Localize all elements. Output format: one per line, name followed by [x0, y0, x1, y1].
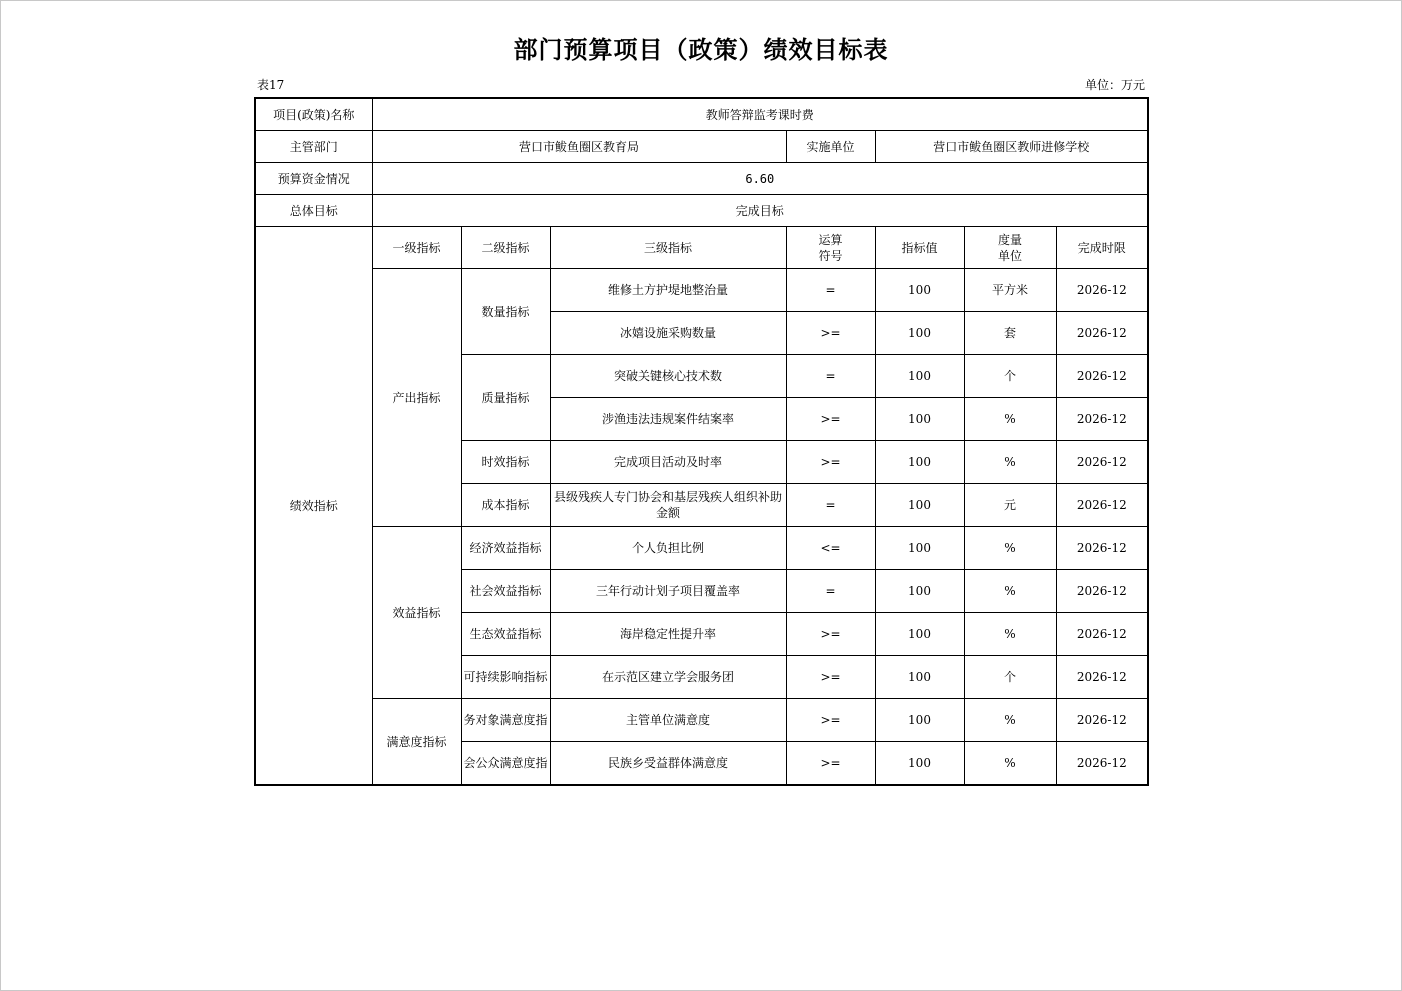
level2-quality: 质量指标 [461, 355, 550, 441]
dept-value: 营口市鲅鱼圈区教育局 [372, 131, 786, 163]
header-level1: 一级指标 [372, 227, 461, 269]
row-operator: = [786, 355, 875, 398]
row-deadline: 2026-12 [1056, 484, 1148, 527]
row-unit: % [964, 527, 1056, 570]
level2-economic: 经济效益指标 [461, 527, 550, 570]
unit-label: 单位：万元 [1084, 78, 1145, 92]
row-value: 100 [875, 355, 964, 398]
row-deadline: 2026-12 [1056, 527, 1148, 570]
row-operator: >= [786, 613, 875, 656]
row-operator: >= [786, 441, 875, 484]
level2-service-satisfaction: 务对象满意度指 [461, 699, 550, 742]
level2-social: 社会效益指标 [461, 570, 550, 613]
performance-target-table [254, 97, 1149, 786]
row-unit: % [964, 398, 1056, 441]
budget-value: 6.60 [372, 163, 1148, 195]
level2-timeliness: 时效指标 [461, 441, 550, 484]
header-operator-line2: 符号 [818, 248, 843, 263]
row-operator: >= [786, 312, 875, 355]
row-name: 在示范区建立学会服务团 [550, 656, 786, 699]
row-deadline: 2026-12 [1056, 699, 1148, 742]
level2-sustainable: 可持续影响指标 [461, 656, 550, 699]
row-value: 100 [875, 441, 964, 484]
row-unit: 平方米 [964, 269, 1056, 312]
row-deadline: 2026-12 [1056, 312, 1148, 355]
row-unit: 个 [964, 355, 1056, 398]
level2-ecological: 生态效益指标 [461, 613, 550, 656]
row-deadline: 2026-12 [1056, 570, 1148, 613]
row-unit: % [964, 441, 1056, 484]
row-name: 涉渔违法违规案件结案率 [550, 398, 786, 441]
header-unit-line1: 度量 [997, 232, 1022, 247]
header-operator [786, 227, 875, 269]
budget-label: 预算资金情况 [255, 163, 372, 195]
header-level2: 二级指标 [461, 227, 550, 269]
row-operator: >= [786, 699, 875, 742]
row-name: 三年行动计划子项目覆盖率 [550, 570, 786, 613]
row-name: 维修土方护堤地整治量 [550, 269, 786, 312]
row-value: 100 [875, 699, 964, 742]
level1-output: 产出指标 [372, 269, 461, 527]
level2-cost: 成本指标 [461, 484, 550, 527]
row-operator: >= [786, 656, 875, 699]
level1-benefit: 效益指标 [372, 527, 461, 699]
level2-public-satisfaction: 会公众满意度指 [461, 742, 550, 786]
row-value: 100 [875, 742, 964, 786]
header-level3: 三级指标 [550, 227, 786, 269]
impl-unit-label: 实施单位 [786, 131, 875, 163]
header-value: 指标值 [875, 227, 964, 269]
row-name: 个人负担比例 [550, 527, 786, 570]
row-name: 主管单位满意度 [550, 699, 786, 742]
row-name: 冰嬉设施采购数量 [550, 312, 786, 355]
row-value: 100 [875, 656, 964, 699]
row-name: 突破关键核心技术数 [550, 355, 786, 398]
header-deadline: 完成时限 [1056, 227, 1148, 269]
row-operator: <= [786, 527, 875, 570]
project-name-label: 项目(政策)名称 [255, 98, 372, 131]
row-deadline: 2026-12 [1056, 398, 1148, 441]
row-deadline: 2026-12 [1056, 441, 1148, 484]
row-name: 县级残疾人专门协会和基层残疾人组织补助金额 [550, 484, 786, 527]
row-name: 民族乡受益群体满意度 [550, 742, 786, 786]
row-value: 100 [875, 613, 964, 656]
row-deadline: 2026-12 [1056, 742, 1148, 786]
page-title: 部门预算项目（政策）绩效目标表 [513, 35, 889, 64]
row-deadline: 2026-12 [1056, 355, 1148, 398]
dept-label: 主管部门 [255, 131, 372, 163]
row-value: 100 [875, 398, 964, 441]
row-operator: = [786, 570, 875, 613]
row-name: 海岸稳定性提升率 [550, 613, 786, 656]
level2-quantity: 数量指标 [461, 269, 550, 355]
project-name-value: 教师答辩监考课时费 [372, 98, 1148, 131]
row-unit: 套 [964, 312, 1056, 355]
row-unit: % [964, 570, 1056, 613]
row-name: 完成项目活动及时率 [550, 441, 786, 484]
header-operator-line1: 运算 [818, 232, 843, 247]
row-operator: >= [786, 398, 875, 441]
row-operator: = [786, 484, 875, 527]
row-deadline: 2026-12 [1056, 269, 1148, 312]
row-unit: % [964, 742, 1056, 786]
table-number: 表17 [257, 78, 285, 92]
row-value: 100 [875, 570, 964, 613]
row-operator: = [786, 269, 875, 312]
row-deadline: 2026-12 [1056, 656, 1148, 699]
row-unit: % [964, 699, 1056, 742]
row-unit: 个 [964, 656, 1056, 699]
row-deadline: 2026-12 [1056, 613, 1148, 656]
perf-indicators-label: 绩效指标 [255, 227, 372, 786]
row-value: 100 [875, 527, 964, 570]
header-unit-line2: 单位 [997, 248, 1022, 263]
row-value: 100 [875, 484, 964, 527]
row-value: 100 [875, 312, 964, 355]
row-operator: >= [786, 742, 875, 786]
impl-unit-value: 营口市鲅鱼圈区教师进修学校 [875, 131, 1148, 163]
overall-goal-value: 完成目标 [372, 195, 1148, 227]
row-unit: 元 [964, 484, 1056, 527]
row-unit: % [964, 613, 1056, 656]
overall-goal-label: 总体目标 [255, 195, 372, 227]
level1-satisfaction: 满意度指标 [372, 699, 461, 786]
header-unit [964, 227, 1056, 269]
row-value: 100 [875, 269, 964, 312]
